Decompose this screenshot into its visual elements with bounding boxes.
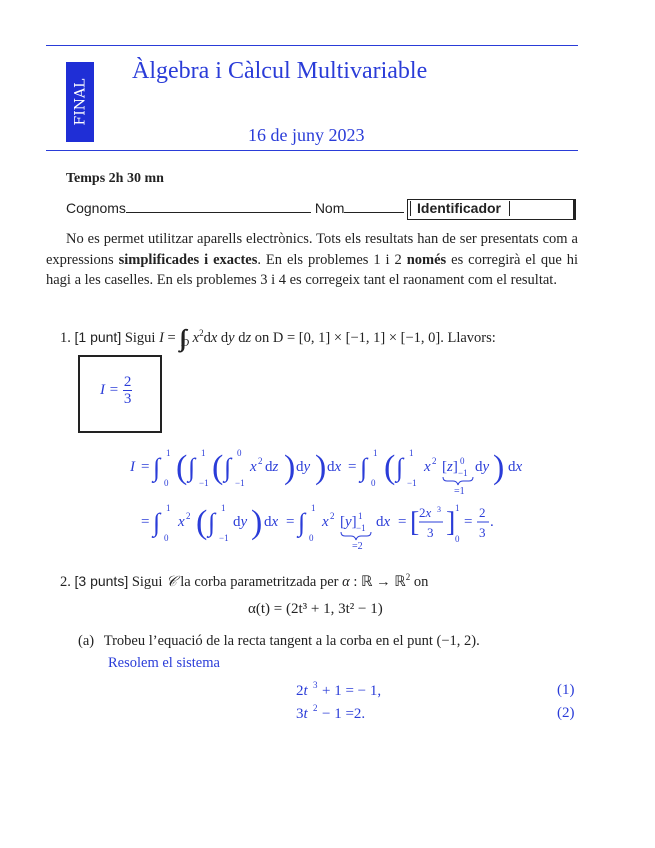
nom-label: Nom — [314, 200, 345, 216]
answer-1-numerator: 2 — [123, 374, 132, 390]
svg-text:+ 1 = − 1,: + 1 = − 1, — [322, 683, 382, 699]
integral-domain: D — [181, 336, 190, 349]
instructions-bold-2: només — [406, 251, 447, 268]
problem-2-text-pre: Sigui — [131, 573, 163, 590]
svg-text:2: 2 — [186, 511, 191, 521]
svg-text:I: I — [130, 459, 135, 475]
exam-date: 16 de juny 2023 — [248, 125, 365, 145]
svg-text:1: 1 — [373, 448, 378, 458]
svg-text:dy: dy — [233, 514, 248, 530]
svg-text:3: 3 — [427, 525, 434, 540]
instructions-text-2: . En els problemes 1 i 2 — [257, 251, 407, 268]
svg-text:=: = — [141, 459, 150, 475]
problem-2-text-end: on — [413, 573, 429, 590]
header-bottom-rule — [46, 150, 578, 151]
svg-text:1: 1 — [166, 503, 171, 513]
identification-row — [66, 200, 404, 216]
svg-text:): ) — [251, 504, 263, 541]
identificador-box[interactable] — [407, 199, 574, 220]
problem-1-set: D = [0, 1] × [−1, 1] × [−1, 0]. Llavors: — [272, 330, 496, 346]
problem-1-integral: I — [159, 330, 164, 346]
svg-text:=: = — [464, 514, 473, 530]
svg-text:2: 2 — [479, 505, 486, 520]
svg-text:): ) — [493, 449, 505, 486]
svg-text:∫: ∫ — [153, 453, 161, 482]
svg-text:dx: dx — [508, 459, 523, 475]
svg-text:[z]: [z] — [442, 459, 458, 475]
final-label: FINAL — [72, 78, 88, 126]
svg-text:2: 2 — [330, 511, 335, 521]
svg-text:(: ( — [196, 504, 208, 541]
equation-2-tag: (2) — [557, 705, 575, 721]
svg-text:2x: 2x — [419, 505, 432, 520]
equation-1-tag: (1) — [557, 682, 575, 698]
svg-text:1: 1 — [166, 448, 171, 458]
svg-text:(: ( — [384, 449, 396, 486]
svg-text:0: 0 — [237, 448, 242, 458]
answer-1-denominator: 3 — [123, 391, 132, 407]
param-map: α : ℝ → ℝ$^2$ — [342, 572, 411, 590]
svg-text:=: = — [398, 514, 407, 530]
part-a — [78, 633, 480, 650]
svg-text:0: 0 — [460, 456, 465, 466]
svg-text:1: 1 — [201, 448, 206, 458]
svg-text:): ) — [284, 449, 296, 486]
top-rule — [46, 45, 578, 46]
svg-text:−1: −1 — [356, 523, 366, 533]
svg-text:2: 2 — [313, 703, 318, 713]
svg-text:1: 1 — [409, 448, 414, 458]
svg-text:∫: ∫ — [188, 453, 196, 482]
svg-text:): ) — [315, 449, 327, 486]
svg-text:[y]: [y] — [340, 514, 357, 530]
svg-text:−1: −1 — [458, 468, 468, 478]
part-a-text: Trobeu l’equació de la recta tangent a la corba en el punt (−1, 2). — [103, 633, 480, 649]
svg-text:∫: ∫ — [224, 453, 232, 482]
problem-2-number: 2. — [60, 573, 71, 590]
problem-2-statement — [60, 572, 428, 591]
svg-text:3: 3 — [479, 525, 486, 540]
svg-text:1: 1 — [311, 503, 316, 513]
svg-text:dy: dy — [296, 459, 311, 475]
svg-text:0: 0 — [371, 478, 376, 488]
svg-text:=: = — [141, 514, 150, 530]
integrand: $x^2dx$ dy dz — [192, 328, 252, 346]
svg-text:−1: −1 — [219, 533, 229, 543]
svg-text:]: ] — [446, 507, 456, 538]
svg-text:2: 2 — [432, 456, 437, 466]
curve-symbol: 𝒞 — [166, 573, 177, 590]
problem-1-statement: 1. [1 punt] Sigui $I = \int\int\int_D$ $x^2dx$ dy dz on D = [0, 1] × [−1, 1] × [−1, 0]. Llavors: — [60, 326, 496, 352]
svg-text:2: 2 — [258, 456, 263, 466]
svg-text:∫: ∫ — [360, 453, 368, 482]
answer-1-lhs: I = — [100, 382, 119, 398]
time-allowed: Temps 2h 30 mn — [66, 171, 164, 186]
svg-text:dx: dx — [264, 514, 279, 530]
cognoms-field[interactable] — [126, 212, 311, 213]
svg-text:0: 0 — [455, 534, 460, 544]
svg-text:−1: −1 — [199, 478, 209, 488]
problem-1-text-on: on — [254, 330, 270, 346]
exam-title: Àlgebra i Càlcul Multivariable — [132, 58, 428, 84]
instructions-text-3: es corregirà el que hi hagi a les caselles. En els problemes 3 i 4 es corregeix tant el raonament com el resultat. — [46, 251, 578, 288]
svg-text:− 1 =2.: − 1 =2. — [322, 706, 366, 722]
cognoms-label: Cognoms — [66, 200, 126, 216]
svg-text:dx: dx — [376, 514, 391, 530]
svg-text:(: ( — [176, 449, 188, 486]
svg-text:x: x — [250, 459, 257, 475]
svg-text:∫: ∫ — [396, 453, 404, 482]
problem-2-text-mid: la corba parametritzada per — [180, 573, 339, 590]
instructions-text-1: No es permet utilitzar aparells electrònics. Tots els resultats han de ser presentats com a expressions — [46, 231, 578, 268]
svg-text:0: 0 — [164, 533, 169, 543]
svg-text:=1: =1 — [454, 486, 465, 497]
svg-text:1: 1 — [358, 511, 363, 521]
svg-text:.: . — [490, 514, 494, 530]
svg-text:0: 0 — [309, 533, 314, 543]
svg-text:x: x — [322, 514, 329, 530]
svg-text:dz: dz — [265, 459, 279, 475]
svg-text:3: 3 — [313, 680, 318, 690]
instructions-bold-1: simplificades i exactes — [118, 251, 258, 268]
svg-text:2t: 2t — [296, 683, 308, 699]
svg-text:dx: dx — [327, 459, 342, 475]
problem-1-points: [1 punt] — [74, 329, 122, 345]
svg-text:=: = — [348, 459, 357, 475]
svg-text:∫: ∫ — [298, 508, 306, 537]
parametrization: α(t) = (2t³ + 1, 3t² − 1) — [248, 601, 383, 617]
nom-field[interactable] — [344, 212, 404, 213]
svg-text:3t: 3t — [296, 706, 308, 722]
svg-text:−1: −1 — [235, 478, 245, 488]
svg-text:∫: ∫ — [153, 508, 161, 537]
svg-text:[: [ — [410, 507, 420, 538]
answer-1-fraction — [123, 374, 133, 407]
final-badge — [66, 62, 94, 142]
identificador-label-cell — [410, 201, 510, 216]
problem-1-solution — [0, 430, 655, 560]
svg-text:x: x — [424, 459, 431, 475]
triple-integral-sign: ∫∫∫ — [179, 326, 182, 352]
answer-1 — [100, 374, 132, 407]
svg-text:0: 0 — [164, 478, 169, 488]
svg-text:1: 1 — [221, 503, 226, 513]
instructions-paragraph — [46, 229, 578, 291]
identificador-label: Identificador — [417, 200, 502, 216]
svg-text:=2: =2 — [352, 541, 363, 552]
svg-text:dy: dy — [475, 459, 490, 475]
svg-text:x: x — [178, 514, 185, 530]
problem-1-number: 1. — [60, 330, 71, 346]
problem-1-text-pre: Sigui — [124, 330, 156, 346]
problem-2-points: [3 punts] — [74, 572, 129, 589]
svg-text:∫: ∫ — [208, 508, 216, 537]
svg-text:3: 3 — [437, 505, 441, 514]
svg-text:=: = — [286, 514, 295, 530]
svg-text:1: 1 — [455, 503, 460, 513]
resolem-text: Resolem el sistema — [108, 655, 220, 671]
svg-text:−1: −1 — [407, 478, 417, 488]
svg-text:(: ( — [212, 449, 224, 486]
part-a-label: (a) — [78, 633, 95, 649]
